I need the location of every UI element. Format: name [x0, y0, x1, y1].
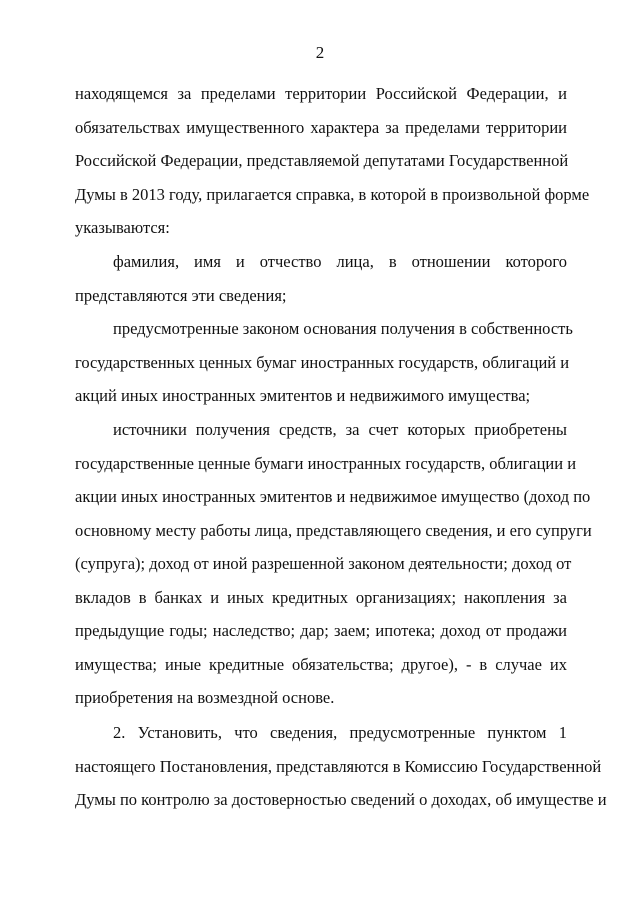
paragraph-line: Думы в 2013 году, прилагается справка, в которой в произвольной форме	[75, 184, 590, 204]
paragraph-line: имущества; иные кредитные обязательства; другое), - в случае их	[75, 654, 567, 674]
paragraph-line: находящемся за пределами территории Российской Федерации, и	[75, 84, 567, 103]
paragraph-line: государственные ценные бумаги иностранных государств, облигации и	[75, 453, 577, 473]
paragraph-line: фамилия, имя и отчество лица, в отношении которого	[113, 252, 567, 271]
paragraph-line: предыдущие годы; наследство; дар; заем; ипотека; доход от продажи	[75, 621, 567, 640]
paragraph-line: указываются:	[75, 218, 170, 237]
paragraph-line: государственных ценных бумаг иностранных государств, облигаций и	[75, 352, 570, 372]
paragraph-line: обязательствах имущественного характера за пределами территории	[75, 117, 567, 137]
paragraph-line: настоящего Постановления, представляются в Комиссию Государственной	[75, 756, 602, 776]
page-number: 2	[315, 43, 325, 62]
paragraph-5	[75, 716, 607, 817]
paragraph-2	[75, 245, 567, 312]
paragraph-line: (супруга); доход от иной разрешенной законом деятельности; доход от	[75, 554, 572, 573]
paragraph-1	[75, 77, 590, 245]
paragraph-line: представляются эти сведения;	[75, 285, 287, 305]
paragraph-line: основному месту работы лица, представляющего сведения, и его супруги	[75, 520, 592, 540]
paragraph-line: источники получения средств, за счет которых приобретены	[113, 420, 567, 439]
paragraph-line: приобретения на возмездной основе.	[75, 688, 335, 707]
paragraph-4	[75, 413, 592, 715]
paragraph-line: вкладов в банках и иных кредитных организациях; накопления за	[75, 587, 567, 607]
paragraph-line: Российской Федерации, представляемой депутатами Государственной	[75, 151, 569, 170]
paragraph-line: 2. Установить, что сведения, предусмотренные пунктом 1	[113, 723, 567, 742]
paragraph-line: предусмотренные законом основания получения в собственность	[113, 319, 573, 338]
paragraph-line: акции иных иностранных эмитентов и недвижимое имущество (доход по	[75, 487, 591, 506]
paragraph-line: акций иных иностранных эмитентов и недвижимого имущества;	[75, 386, 531, 405]
paragraph-line: Думы по контролю за достоверностью сведений о доходах, об имуществе и	[75, 790, 607, 809]
paragraph-3	[75, 312, 573, 413]
